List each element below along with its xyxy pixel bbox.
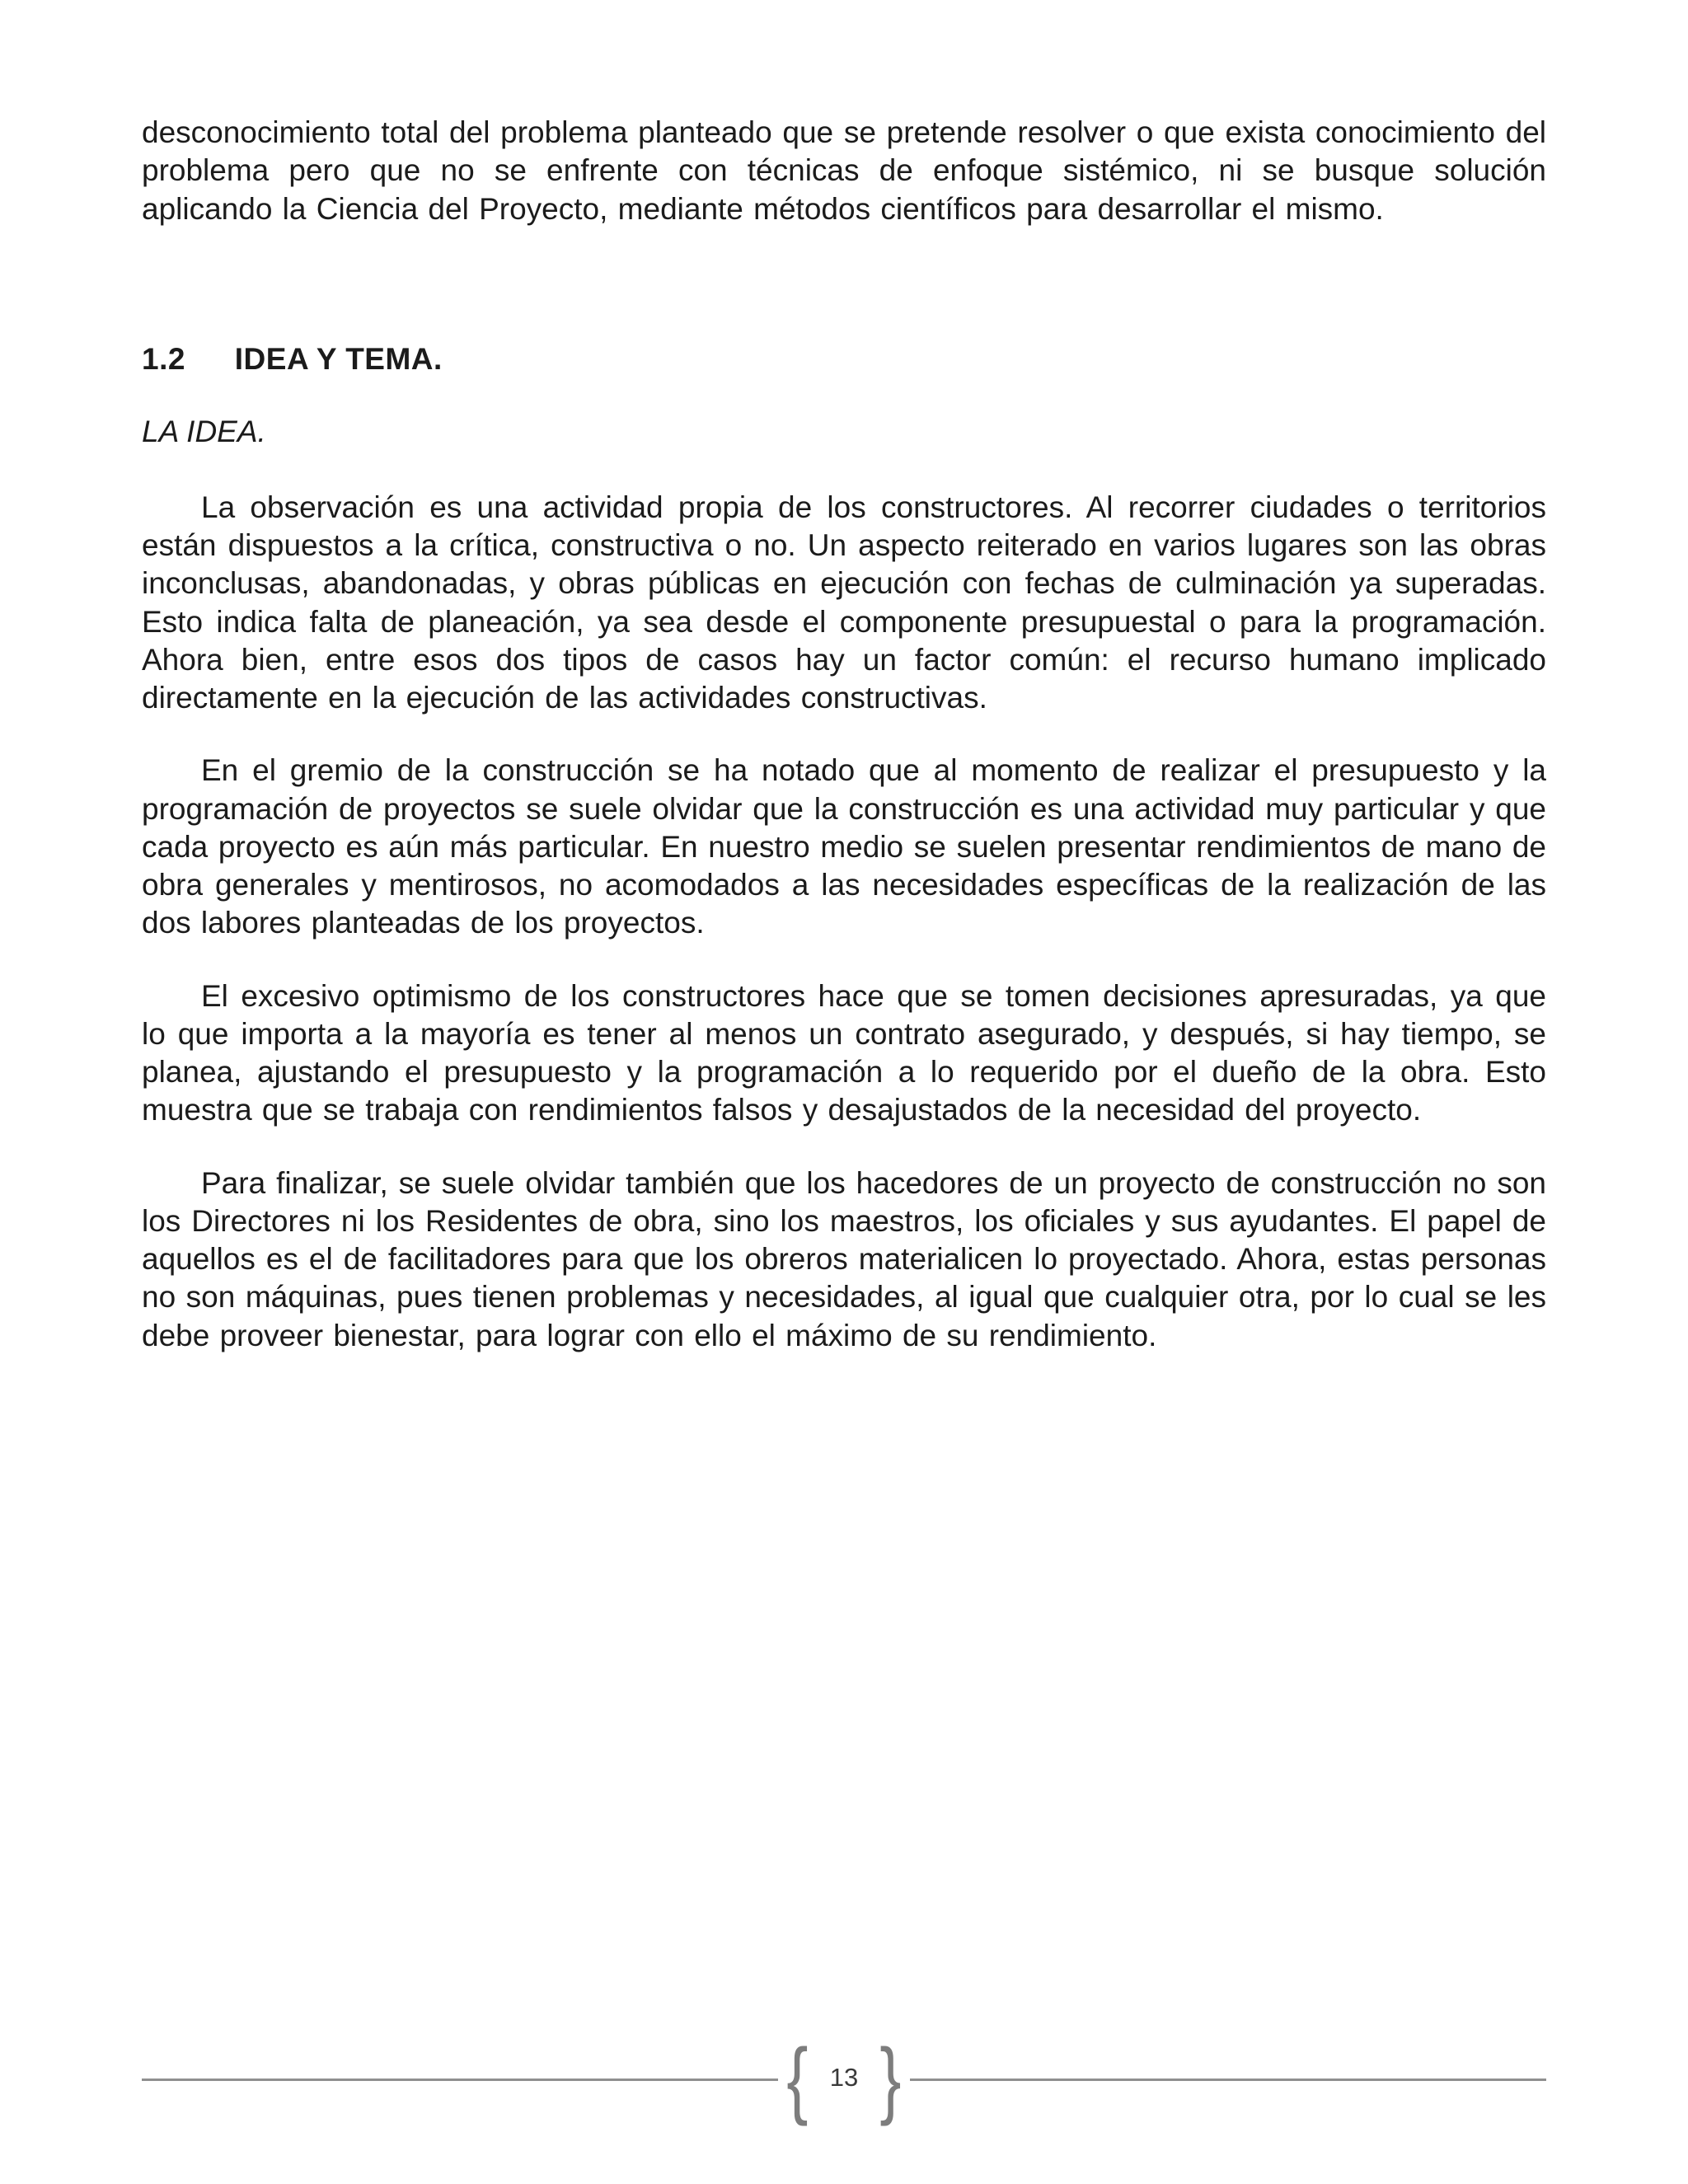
section-title: IDEA Y TEMA.: [234, 341, 443, 376]
body-paragraph-4: Para finalizar, se suele olvidar también que los hacedores de un proyecto de construcción no son los Directores ni los Residentes de obra, sino los maestros, los oficiales y sus ayudantes. El papel de aquellos es el de facilitadores para que los obreros materialicen lo proyectado. Ahora, estas personas no son máquinas, pues tienen problemas y necesidades, al igual que cualquier otra, por lo cual se les debe proveer bienestar, para lograr con ello el máximo de su rendimiento.: [142, 1165, 1546, 1352]
section-heading: [142, 342, 1546, 377]
footer-rule-right: [910, 2079, 1546, 2081]
subheading-la-idea: LA IDEA.: [142, 414, 266, 448]
body-paragraph-1: La observación es una actividad propia de los constructores. Al recorrer ciudades o territorios están dispuestos a la crítica, constructiva o no. Un aspecto reiterado en varios lugares son las obras inconclusas, abandonadas, y obras públicas en ejecución con fechas de culminación ya superadas. Esto indica falta de planeación, ya sea desde el componente presupuestal o para la programación. Ahora bien, entre esos dos tipos de casos hay un factor común: el recurso humano implicado directamente en la ejecución de las actividades constructivas.: [142, 490, 1546, 715]
right-brace-decoration: }: [879, 2032, 902, 2127]
body-paragraph-2: En el gremio de la construcción se ha notado que al momento de realizar el presupuesto y la programación de proyectos se suele olvidar que la construcción es una actividad muy particular y que cada proyecto es aún más particular. En nuestro medio se suelen presentar rendimientos de mano de obra generales y mentirosos, no acomodados a las necesidades específicas de la realización de las dos labores planteadas de los proyectos.: [142, 753, 1546, 940]
section-number: 1.2: [142, 341, 185, 376]
footer-rule-left: [142, 2079, 778, 2081]
page-footer: [142, 2034, 1546, 2125]
page-number: 13: [829, 2063, 859, 2092]
continuation-paragraph: desconocimiento total del problema planteado que se pretende resolver o que exista conocimiento del problema pero que no se enfrente con técnicas de enfoque sistémico, ni se busque solución aplicando la Ciencia del Proyecto, mediante métodos científicos para desarrollar el mismo.: [142, 115, 1546, 226]
page-content: [142, 114, 1546, 1390]
body-paragraph-3: El excesivo optimismo de los constructores hace que se tomen decisiones apresuradas, ya que lo que importa a la mayoría es tener al menos un contrato asegurado, y después, si hay tiempo, se planea, ajustando el presupuesto y la programación a lo requerido por el dueño de la obra. Esto muestra que se trabaja con rendimientos falsos y desajustados de la necesidad del proyecto.: [142, 978, 1546, 1127]
left-brace-decoration: {: [786, 2032, 809, 2127]
